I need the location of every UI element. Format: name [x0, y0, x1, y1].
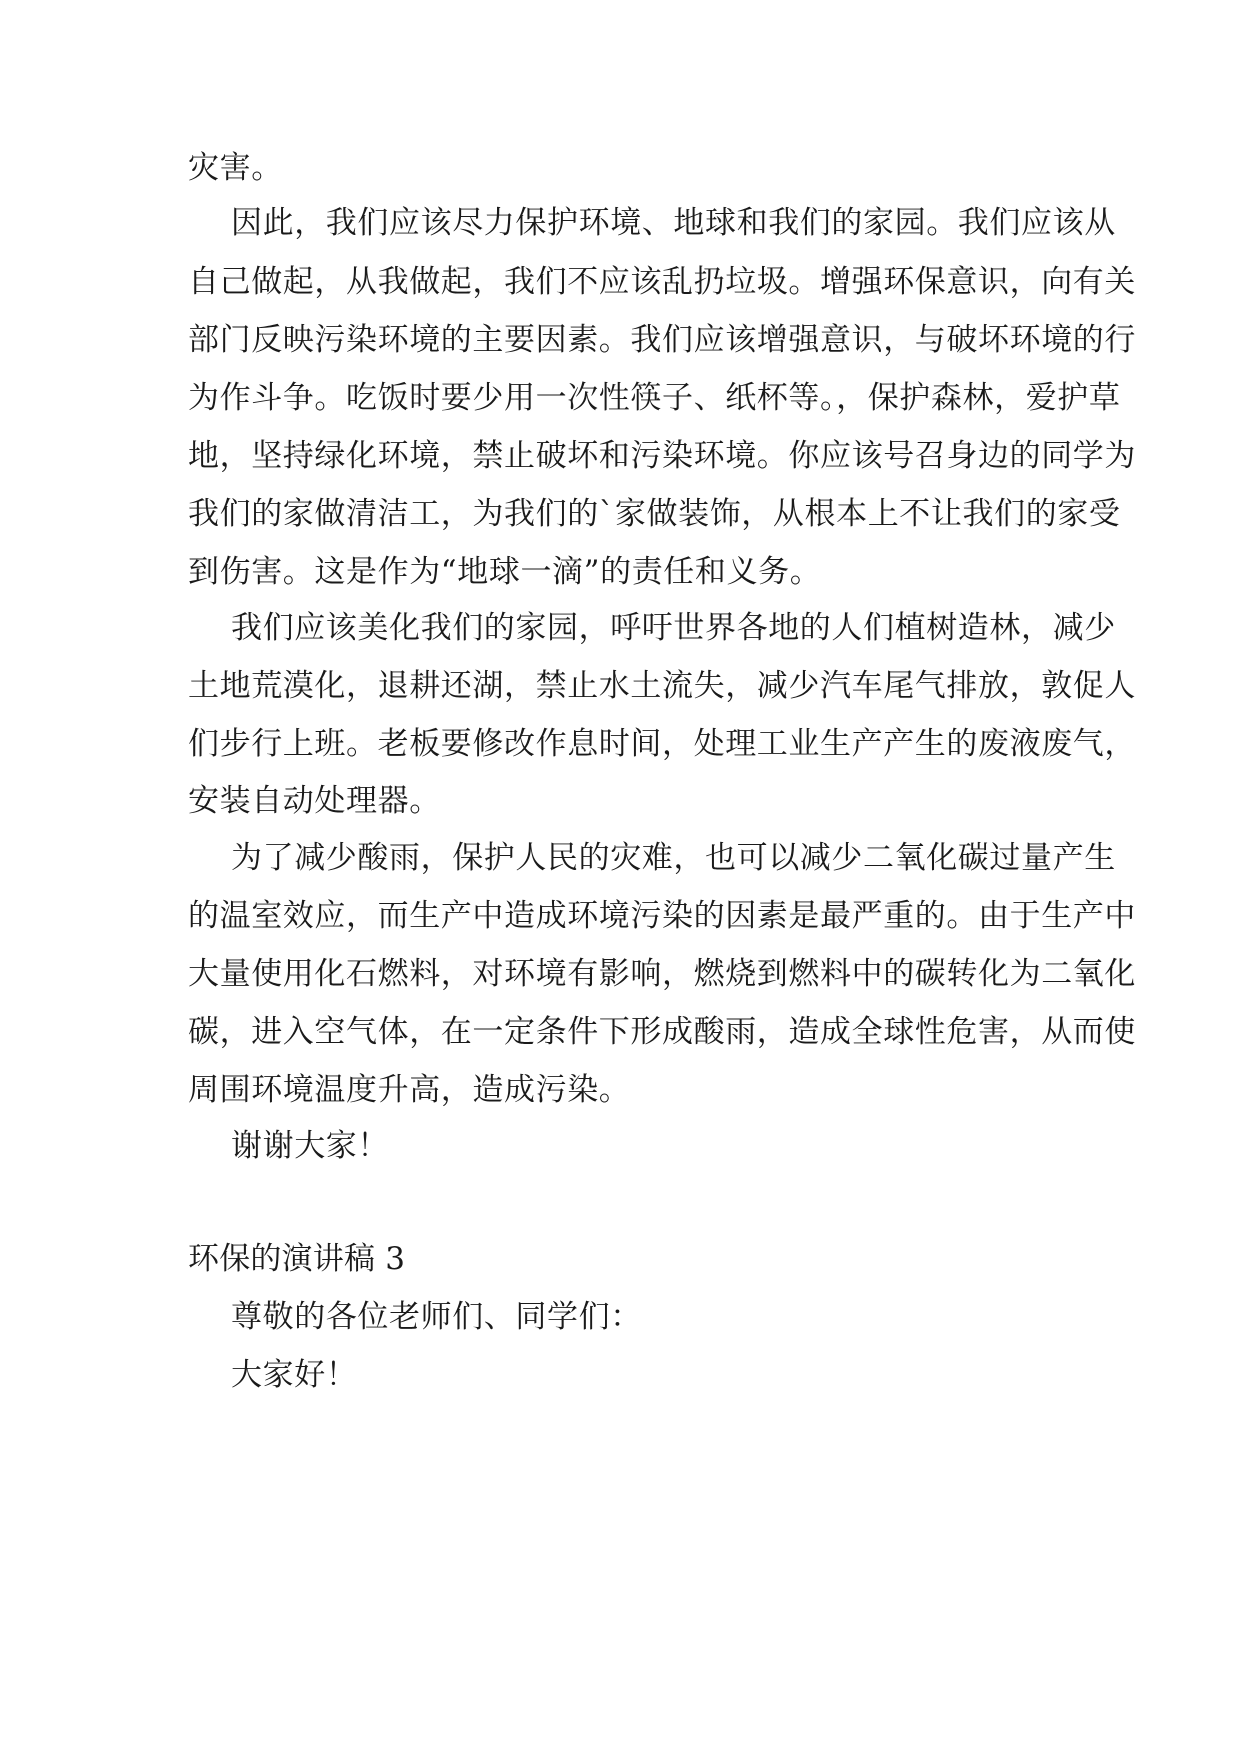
text-line: 部门反映污染环境的主要因素。我们应该增强意识，与破坏环境的行: [188, 322, 1136, 358]
text-line: 安装自动处理器。: [188, 783, 441, 819]
text-line: 自己做起，从我做起，我们不应该乱扔垃圾。增强环保意识，向有关: [188, 264, 1136, 300]
paragraph-first-line: 为了减少酸雨，保护人民的灾难，也可以减少二氧化碳过量产生: [231, 840, 1116, 876]
greeting: 大家好！: [231, 1357, 358, 1393]
text-line: 的温室效应，而生产中造成环境污染的因素是最严重的。由于生产中: [188, 898, 1136, 934]
text-line: 为作斗争。吃饭时要少用一次性筷子、纸杯等。，保护森林，爱护草: [188, 380, 1121, 416]
text-line: 到伤害。这是作为“地球一滴”的责任和义务。: [188, 554, 822, 590]
text-line: 土地荒漠化，退耕还湖，禁止水土流失，减少汽车尾气排放，敦促人: [188, 668, 1136, 704]
section-heading: 环保的演讲稿 3: [188, 1241, 406, 1277]
paragraph-first-line: 我们应该美化我们的家园，呼吁世界各地的人们植树造林，减少: [231, 610, 1116, 646]
text-line: 地，坚持绿化环境，禁止破坏和污染环境。你应该号召身边的同学为: [188, 438, 1136, 474]
closing-thanks: 谢谢大家！: [231, 1128, 389, 1164]
text-line: 周围环境温度升高，造成污染。: [188, 1072, 631, 1108]
text-line: 大量使用化石燃料，对环境有影响，燃烧到燃料中的碳转化为二氧化: [188, 956, 1136, 992]
paragraph-first-line: 因此，我们应该尽力保护环境、地球和我们的家园。我们应该从: [231, 205, 1116, 241]
text-line: 碳，进入空气体，在一定条件下形成酸雨，造成全球性危害，从而使: [188, 1014, 1136, 1050]
text-line: 我们的家做清洁工，为我们的`家做装饰，从根本上不让我们的家受: [188, 496, 1121, 532]
text-line: 们步行上班。老板要修改作息时间，处理工业生产产生的废液废气，: [188, 726, 1136, 762]
salutation: 尊敬的各位老师们、同学们：: [231, 1299, 642, 1335]
text-line: 灾害。: [188, 150, 283, 186]
